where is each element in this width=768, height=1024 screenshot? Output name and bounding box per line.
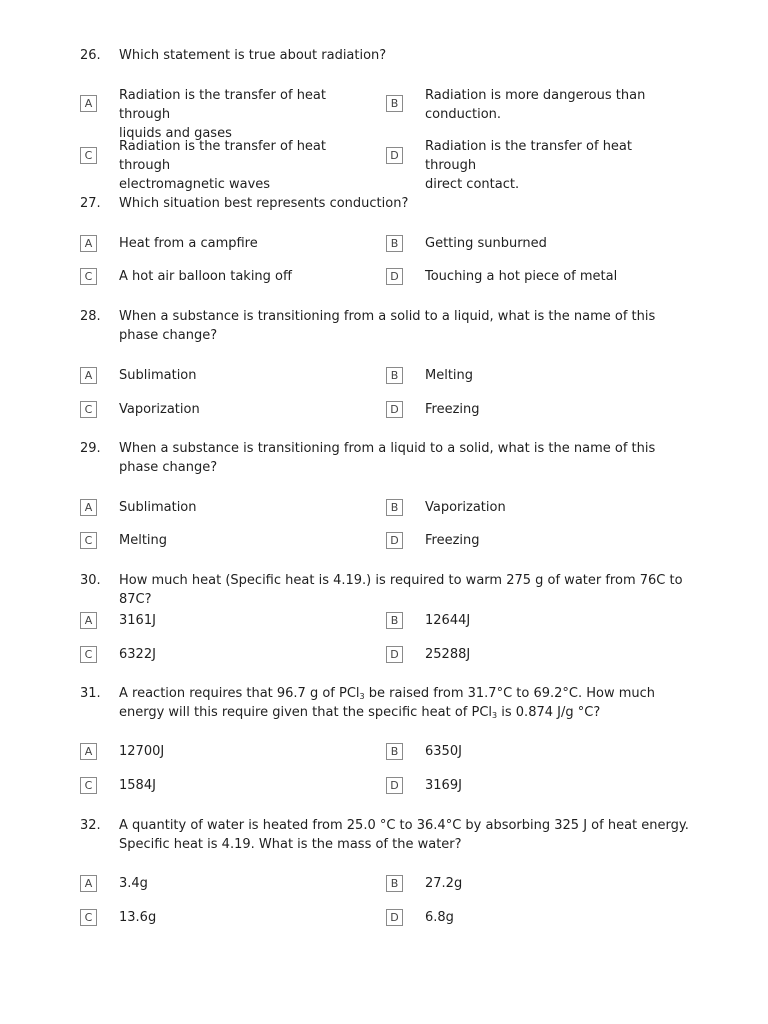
option-letter-box[interactable]: A — [80, 875, 97, 892]
option-letter-box[interactable]: B — [386, 612, 403, 629]
option-text: Radiation is the transfer of heat through liquids and gases — [119, 88, 326, 141]
option-letter-box[interactable]: A — [80, 235, 97, 252]
option-text: Touching a hot piece of metal — [425, 269, 618, 284]
option-text: Heat from a campfire — [119, 236, 258, 251]
option-letter-box[interactable]: C — [80, 147, 97, 164]
question-text: Which situation best represents conduction? — [119, 196, 409, 211]
question-text — [119, 684, 694, 722]
option-letter-box[interactable]: D — [386, 532, 403, 549]
option-letter-box[interactable]: C — [80, 532, 97, 549]
question-number: 27. — [80, 196, 101, 211]
option-text: Freezing — [425, 533, 480, 548]
option-text: 3169J — [425, 778, 462, 793]
option-text: Sublimation — [119, 368, 197, 383]
option-text: 25288J — [425, 647, 471, 662]
question-text-part: A reaction requires that 96.7 g of PCl — [119, 686, 360, 701]
question-text: When a substance is transitioning from a liquid to a solid, what is the name of this phase change? — [119, 441, 656, 475]
question-text-part: is 0.874 J/g °C? — [497, 705, 601, 720]
option-text: 6.8g — [425, 910, 454, 925]
option-letter-box[interactable]: D — [386, 777, 403, 794]
option-text: 3161J — [119, 613, 156, 628]
option-letter-box[interactable]: C — [80, 268, 97, 285]
option-letter-box[interactable]: A — [80, 95, 97, 112]
option-letter-box[interactable]: B — [386, 235, 403, 252]
question-number: 31. — [80, 686, 101, 701]
question-number: 32. — [80, 818, 101, 833]
option-letter-box[interactable]: D — [386, 646, 403, 663]
option-letter-box[interactable]: B — [386, 95, 403, 112]
option-text: Radiation is more dangerous than conduction. — [425, 88, 646, 122]
option-letter-box[interactable]: A — [80, 743, 97, 760]
option-letter-box[interactable]: C — [80, 401, 97, 418]
option-letter-box[interactable]: A — [80, 612, 97, 629]
option-letter-box[interactable]: A — [80, 499, 97, 516]
option-text: Freezing — [425, 402, 480, 417]
option-text: 27.2g — [425, 876, 463, 891]
question-text: A quantity of water is heated from 25.0 °C to 36.4°C by absorbing 325 J of heat energy. Specific heat is 4.19. What is the mass of the water? — [119, 818, 689, 852]
option-text: Sublimation — [119, 500, 197, 515]
question-text: How much heat (Specific heat is 4.19.) is required to warm 275 g of water from 76C to 87C? — [119, 573, 683, 607]
option-letter-box[interactable]: B — [386, 367, 403, 384]
option-letter-box[interactable]: D — [386, 268, 403, 285]
option-letter-box[interactable]: B — [386, 875, 403, 892]
option-letter-box[interactable]: D — [386, 147, 403, 164]
option-text: 12644J — [425, 613, 471, 628]
option-letter-box[interactable]: C — [80, 909, 97, 926]
question-number: 29. — [80, 441, 101, 456]
option-letter-box[interactable]: A — [80, 367, 97, 384]
option-text: 6350J — [425, 744, 462, 759]
question-number: 28. — [80, 309, 101, 324]
option-text: Getting sunburned — [425, 236, 547, 251]
option-letter-box[interactable]: D — [386, 401, 403, 418]
option-text: 13.6g — [119, 910, 157, 925]
question-text-part: be raised from 31.7°C to 69.2°C. How much energy will this require given that the specific heat of PCl — [119, 686, 656, 720]
option-text: Radiation is the transfer of heat through direct contact. — [425, 139, 632, 192]
option-letter-box[interactable]: B — [386, 499, 403, 516]
option-text: Vaporization — [425, 500, 506, 515]
option-text: Melting — [119, 533, 168, 548]
option-text: 6322J — [119, 647, 156, 662]
option-text: 1584J — [119, 778, 156, 793]
option-text: 3.4g — [119, 876, 148, 891]
option-letter-box[interactable]: C — [80, 646, 97, 663]
subscript: 3 — [359, 692, 365, 701]
question-text: Which statement is true about radiation? — [119, 48, 387, 63]
question-number: 26. — [80, 48, 101, 63]
option-text: A hot air balloon taking off — [119, 269, 292, 284]
option-text: 12700J — [119, 744, 165, 759]
option-text: Vaporization — [119, 402, 200, 417]
option-letter-box[interactable]: D — [386, 909, 403, 926]
question-number: 30. — [80, 573, 101, 588]
option-letter-box[interactable]: B — [386, 743, 403, 760]
option-text: Melting — [425, 368, 474, 383]
question-text: When a substance is transitioning from a solid to a liquid, what is the name of this phase change? — [119, 309, 656, 343]
option-letter-box[interactable]: C — [80, 777, 97, 794]
option-text: Radiation is the transfer of heat through electromagnetic waves — [119, 139, 326, 192]
subscript: 3 — [492, 711, 498, 720]
